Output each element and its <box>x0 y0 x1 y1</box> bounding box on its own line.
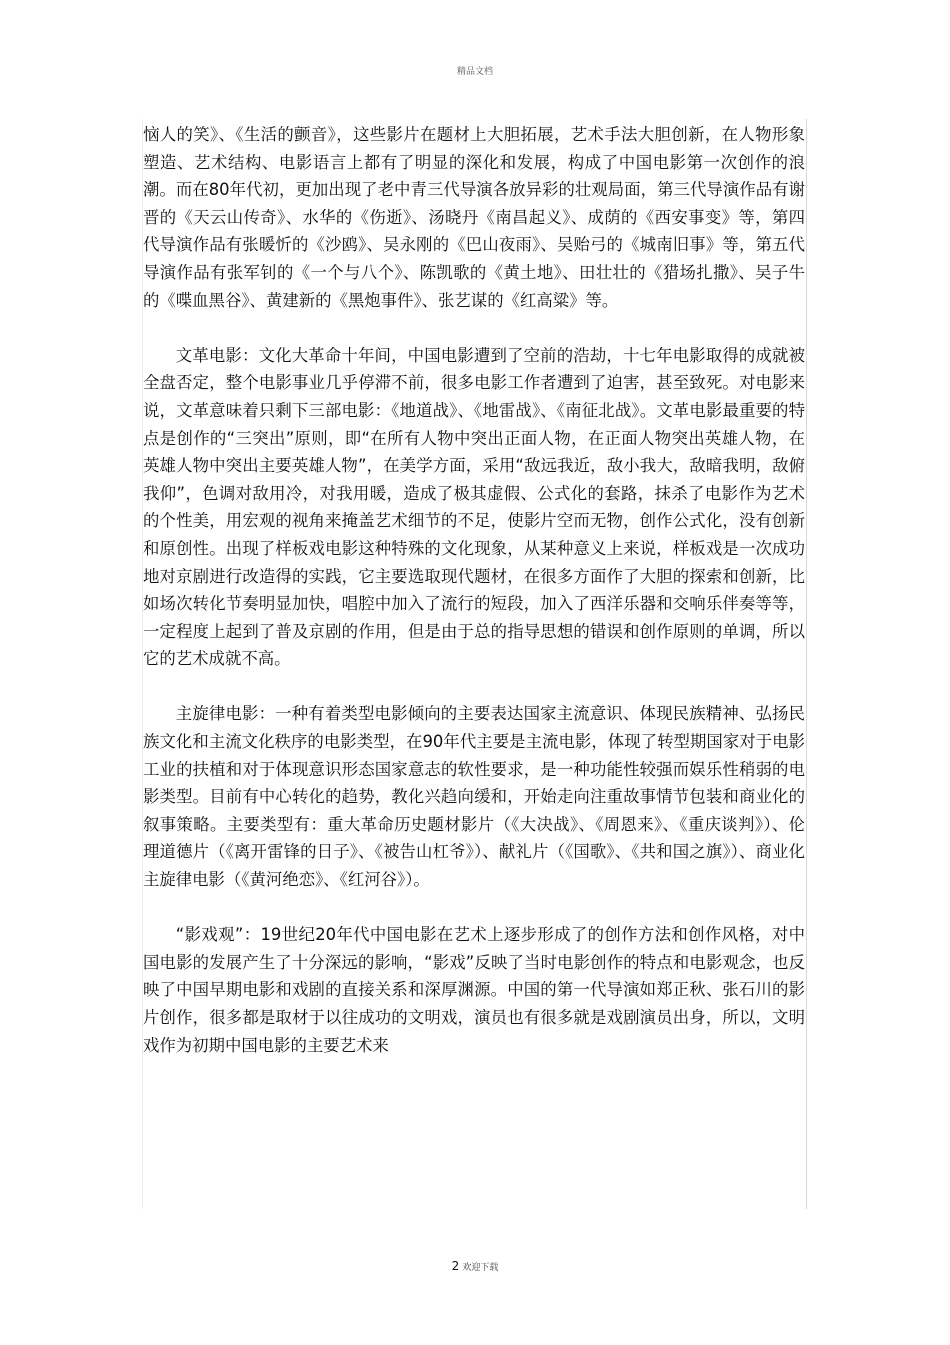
footer-text: 欢迎下载 <box>462 1263 499 1273</box>
document-body <box>143 121 805 1059</box>
page-footer <box>0 1259 950 1273</box>
paragraph-film-waves: 恼人的笑》、《生活的颤音》，这些影片在题材上大胆拓展，艺术手法大胆创新，在人物形象塑造、艺术结构、电影语言上都有了明显的深化和发展，构成了中国电影第一次创作的浪潮。而在80年代初，更加出现了老中青三代导演各放异彩的壮观局面，第三代导演作品有谢晋的《天云山传奇》、水华的《伤逝》、汤晓丹《南昌起义》、成荫的《西安事变》等，第四代导演作品有张暖忻的《沙鸥》、吴永刚的《巴山夜雨》、吴贻弓的《城南旧事》等，第五代导演作品有张军钊的《一个与八个》、陈凯歌的《黄土地》、田壮壮的《猎场扎撒》、吴子牛的《喋血黑谷》、黄建新的《黑炮事件》、张艺谋的《红高粱》等。 <box>143 125 805 310</box>
page-header: 精品文档 <box>456 67 493 77</box>
paragraph-cultural-revolution-film: 文革电影：文化大革命十年间，中国电影遭到了空前的浩劫，十七年电影取得的成就被全盘否定，整个电影事业几乎停滞不前，很多电影工作者遭到了迫害，甚至致死。对电影来说，文革意味着只剩下三部电影：《地道战》、《地雷战》、《南征北战》。文革电影最重要的特点是创作的“三突出”原则，即“在所有人物中突出正面人物，在正面人物突出英雄人物，在英雄人物中突出主要英雄人物”，在美学方面，采用“敌远我近，敌小我大，敌暗我明，敌俯我仰”，色调对敌用冷，对我用暖，造成了极其虚假、公式化的套路，抹杀了电影作为艺术的个性美，用宏观的视角来掩盖艺术细节的不足，使影片空而无物，创作公式化，没有创新和原创性。出现了样板戏电影这种特殊的文化现象，从某种意义上来说，样板戏是一次成功地对京剧进行改造得的实践，它主要选取现代题材，在很多方面作了大胆的探索和创新，比如场次转化节奏明显加快，唱腔中加入了流行的短段，加入了西洋乐器和交响乐伴奏等等，一定程度上起到了普及京剧的作用，但是由于总的指导思想的错误和创作原则的单调，所以它的艺术成就不高。 <box>143 345 805 669</box>
paragraph-main-melody-film: 主旋律电影：一种有着类型电影倾向的主要表达国家主流意识、体现民族精神、弘扬民族文化和主流文化秩序的电影类型，在90年代主要是主流电影，体现了转型期国家对于电影工业的扶植和对于体现意识形态国家意志的软性要求，是一种功能性较强而娱乐性稍弱的电影类型。目前有中心转化的趋势，教化兴趋向缓和，开始走向注重故事情节包装和商业化的叙事策略。主要类型有：重大革命历史题材影片（《大决战》、《周恩来》、《重庆谈判》）、伦理道德片（《离开雷锋的日子》、《被告山杠爷》）、献礼片（《国歌》、《共和国之旗》）、商业化主旋律电影（《黄河绝恋》、《红河谷》）。 <box>143 704 805 890</box>
page-number: 2 <box>451 1259 460 1273</box>
paragraph-shadow-play-concept: “影戏观”：19世纪20年代中国电影在艺术上逐步形成了的创作方法和创作风格，对中国电影的发展产生了十分深远的影响，“影戏”反映了当时电影创作的特点和电影观念，也反映了中国早期电影和戏剧的直接关系和深厚渊源。中国的第一代导演如郑正秋、张石川的影片创作，很多都是取材于以往成功的文明戏，演员也有很多就是戏剧演员出身，所以，文明戏作为初期中国电影的主要艺术来 <box>143 925 805 1055</box>
